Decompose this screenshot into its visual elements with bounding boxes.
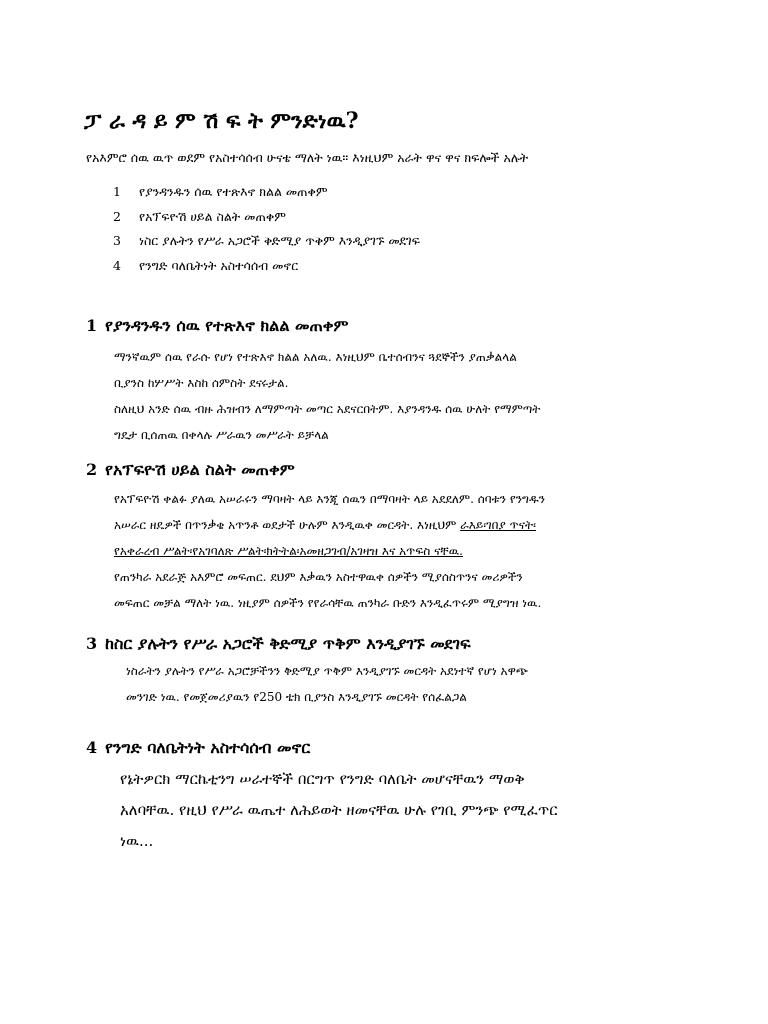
body-line: ነዉ...: [120, 832, 154, 850]
toc-item: [113, 233, 420, 258]
toc-number: 4: [113, 257, 121, 273]
section-number: 2: [86, 460, 98, 479]
body-line: የኔትዎርክ ማርኬቲንግ ሠራተኞች በርግጥ የንግድ ባለቤት መሆናቸዉን ማወቅ: [120, 770, 525, 788]
toc-item: [113, 209, 420, 234]
body-line-text: አሠራር ዘዴዎች በጥንቃቄ አጥንቶ ወደታች ሁሉም እንዲዉቀ መርዳት. እነዚህም: [114, 518, 457, 532]
underlined-text: ራእይ፡ገበያ ጥናት፡: [460, 518, 536, 532]
toc-text: የንግድ ባለቤትነት አስተሳሰብ መኖር: [139, 257, 299, 273]
toc-item: [113, 258, 420, 283]
section-title: የያንዳንዱን ሰዉ የተጽእኖ ክልል መጠቀም: [105, 316, 349, 335]
body-line: የአፕፍዮሽ ቀልፉ ያለዉ አሠራሩን ማባዛት ላይ እንጂ ሰዉን በማባዛት ላይ አደደለም. ሰባቱን የንግዱን: [114, 492, 546, 506]
toc-number: 2: [113, 208, 121, 224]
body-line: ስለዚህ አንድ ሰዉ ብዙ ሕዝብን ለማምጣት መጣር አደናርበትም. እያንዳንዱ ሰዉ ሁለት የማምጣት: [114, 402, 541, 416]
section-heading: [86, 316, 746, 336]
underlined-line: የአቀራረብ ሥልት፡የአገባለጽ ሥልት፡ክትትል፡አመዘጋገብ/አገዛዝ እና አጥፍስ ናቸዉ.: [114, 544, 463, 558]
section-heading: [86, 634, 746, 654]
toc-item: [113, 184, 420, 209]
toc-number: 1: [113, 184, 121, 199]
body-line: ነስራትን ያሉትን የሥራ አጋሮቻችንን ቅድሚያ ጥቅም እንዲያገኙ መርዳት አደነተኛ የሆነ አዋጭ: [126, 664, 528, 678]
body-line: መፍጠር መቻል ማለት ነዉ. ነዚያም ሰዎችን የየራሳቸዉ ጠንካራ ቡድን እንዲፈጥሩም ሚያግዝ ነዉ.: [114, 596, 542, 610]
body-line: የጠንካራ አደራጅ አእምሮ መፍጠር. ደህም እቃዉን አስተዋዉቀ ሰዎችን ሚያሰስጥንና መሪዎችን: [114, 570, 523, 584]
section-body: [120, 764, 746, 857]
section-number: 1: [86, 316, 98, 335]
toc-text: ነስር ያሉትን የሥራ አጋሮች ቅድሚያ ጥቅም እንዲያገኙ መደገፍ: [139, 233, 420, 248]
section-2: [86, 460, 746, 616]
toc-number: 3: [113, 233, 121, 248]
table-of-contents: [113, 184, 420, 282]
section-title: የአፕፍዮሽ ሀይል ስልት መጠቀም: [105, 460, 295, 479]
section-body: [126, 658, 746, 710]
body-line: ቢያንስ ከሦሥት እስከ ሰምስት ደናሩታል.: [114, 376, 289, 390]
section-heading: [86, 460, 746, 480]
toc-text: የያንዳንዱን ሰዉ የተጽእኖ ክልል መጠቀም: [139, 184, 328, 199]
body-line: መንገድ ነዉ. የመጀመሪያዉን የ250 ቴክ ቢያንስ እንዲያገኙ መርዳት የሰፈልጋል: [126, 690, 467, 704]
section-number: 3: [86, 634, 98, 653]
section-3: [86, 634, 746, 710]
section-title: የንግድ ባለቤትነት አስተሳሰብ መኖር: [105, 738, 311, 757]
section-1: [86, 316, 746, 448]
body-line: ማንኛዉም ሰዉ የራሱ የሆነ የተጽእኖ ክልል አለዉ. እነዚህም ቤተሰብንና ጓደኞችን ያጠቃልላል: [114, 350, 517, 364]
body-line: ግዴታ ቢሰጠዉ በቀላሉ ሥራዉን መሥራት ይቻላል: [114, 428, 329, 442]
section-body: [114, 486, 746, 616]
section-heading: [86, 738, 746, 758]
body-line: አለባቸዉ. የዚህ የሥራ ዉጤተ ለሕይወት ዘመናቸዉ ሁሉ የገቢ ምንጭ የሚፈጥር: [120, 801, 558, 819]
section-title: ከስር ያሉትን የሥራ አጋሮች ቅድሚያ ጥቅም እንዲያገኙ መደገፍ: [105, 634, 471, 653]
document-title: ፓ ራ ዳ ይ ም ሽ ፍ ት ምንድነዉ?: [84, 108, 359, 134]
section-4: [86, 738, 746, 857]
toc-text: የአፕፍዮሽ ሀይል ስልት መጠቀም: [139, 208, 286, 224]
section-number: 4: [86, 738, 98, 757]
body-line: [114, 512, 746, 538]
section-body: [114, 344, 746, 448]
intro-text: የአእምሮ ሰዉ ዉጥ ወደም የአስተሳሰብ ሁናቴ ማለት ነዉ። እነዚህም አራት ዋና ዋና ክፍሎች አሉት: [86, 150, 529, 165]
